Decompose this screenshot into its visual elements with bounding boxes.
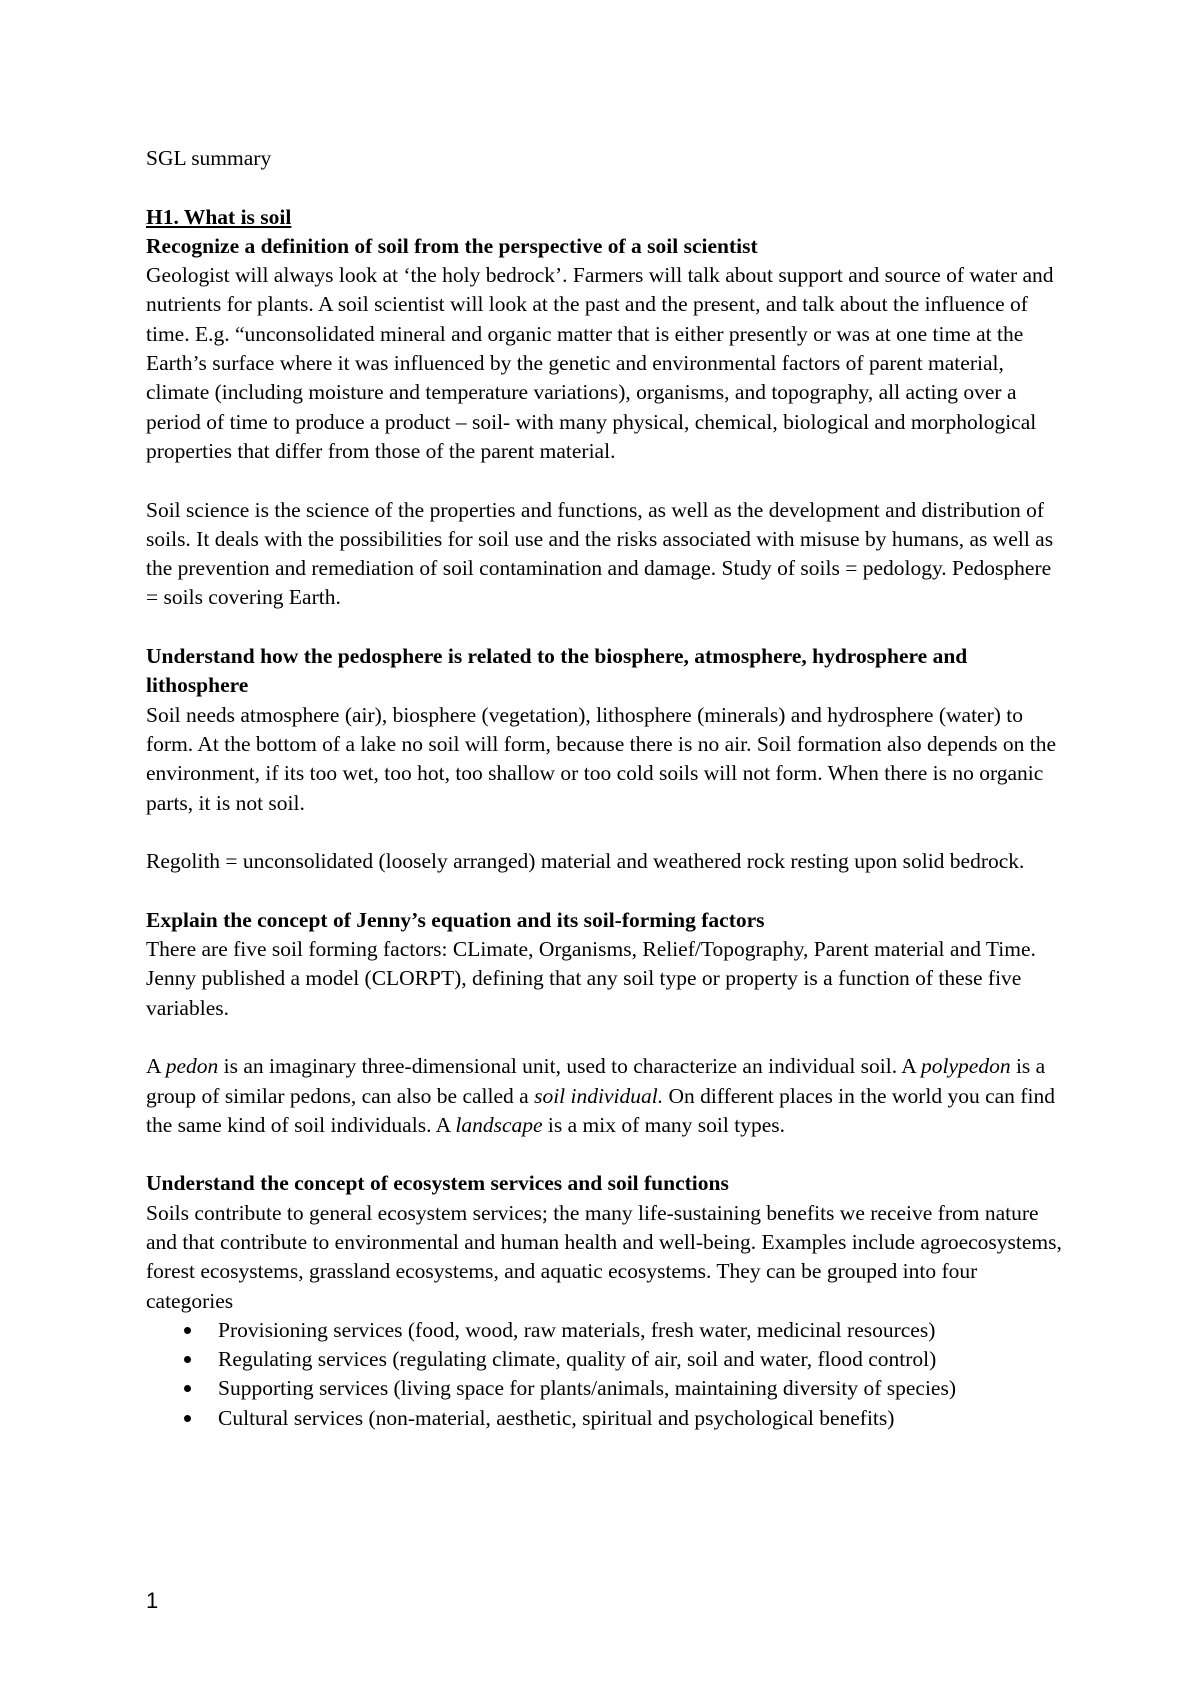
text-run: is an imaginary three-dimensional unit, used to characterize an individual soil. A: [218, 1054, 922, 1079]
bullet-icon: [184, 1415, 191, 1422]
italic-term: pedon: [165, 1054, 219, 1079]
body-paragraph: [146, 1052, 1066, 1140]
italic-term: landscape: [455, 1112, 543, 1137]
bullet-icon: [184, 1356, 191, 1363]
text-run: Regolith = unconsolidated (loosely arranged) material and weathered rock resting upon solid bedrock.: [146, 849, 1025, 874]
spacer: [146, 1023, 1066, 1052]
spacer: [146, 173, 1066, 202]
text-run: Soil needs atmosphere (air), biosphere (vegetation), lithosphere (minerals) and hydrosphere (water) to form. At the bottom of a lake no soil will form, because there is no air. Soil formation also depends on the environment, if its too wet, too hot, too shallow or too cold soils will not form. When there is no organic parts, it is not soil.: [146, 702, 1056, 815]
document-title: SGL summary: [146, 146, 272, 170]
section-heading: Explain the concept of Jenny’s equation and its soil-forming factors: [146, 907, 765, 932]
bullet-icon: [184, 1385, 191, 1392]
list-item: [146, 1345, 1066, 1374]
italic-term: soil individual.: [534, 1083, 664, 1108]
list-item-text: Regulating services (regulating climate, quality of air, soil and water, flood control): [218, 1347, 937, 1372]
text-run: A: [146, 1054, 166, 1079]
spacer: [146, 876, 1066, 905]
spacer: [146, 613, 1066, 642]
document-body: [146, 144, 1066, 1433]
body-paragraph: [146, 1199, 1066, 1316]
body-paragraph: [146, 701, 1066, 818]
text-run: Soil science is the science of the properties and functions, as well as the development and distribution of soils. It deals with the possibilities for soil use and the risks associated with misuse by humans, as well as the prevention and remediation of soil contamination and damage. Study of soils = pedology. Pedosphere = soils covering Earth.: [146, 497, 1054, 610]
text-run: is a mix of many soil types.: [542, 1112, 785, 1137]
spacer: [146, 466, 1066, 495]
bullet-icon: [184, 1327, 191, 1334]
spacer: [146, 1140, 1066, 1169]
list-item-text: Supporting services (living space for plants/animals, maintaining diversity of species): [218, 1376, 957, 1401]
body-paragraph: [146, 935, 1066, 1023]
chapter-heading: H1. What is soil: [146, 204, 292, 229]
list-item: [146, 1316, 1066, 1345]
list-item-text: Cultural services (non-material, aesthetic, spiritual and psychological benefits): [218, 1405, 895, 1430]
text-run: Geologist will always look at ‘the holy bedrock’. Farmers will talk about support and source of water and nutrients for plants. A soil scientist will look at the past and the present, and talk about the influence of time. E.g. “unconsolidated mineral and organic matter that is either presently or was at one time at the Earth’s surface where it was influenced by the genetic and environmental factors of parent material, climate (including moisture and temperature variations), organisms, and topography, all acting over a period of time to produce a product – soil- with many physical, chemical, biological and morphological properties that differ from those of the parent material.: [146, 263, 1054, 463]
section-heading: Understand how the pedosphere is related to the biosphere, atmosphere, hydrosphere and lithosphere: [146, 644, 968, 698]
text-run: On different places in the world you can find the same kind of soil individuals. A: [146, 1083, 1055, 1137]
spacer: [146, 818, 1066, 847]
list-item: [146, 1374, 1066, 1403]
text-run: Soils contribute to general ecosystem services; the many life-sustaining benefits we receive from nature and that contribute to environmental and human health and well-being. Examples include agroecosystems, forest ecosystems, grassland ecosystems, and aquatic ecosystems. They can be grouped into four categories: [146, 1200, 1062, 1313]
italic-term: polypedon: [921, 1054, 1011, 1079]
text-run: There are five soil forming factors: CLimate, Organisms, Relief/Topography, Parent material and Time. Jenny published a model (CLORPT), defining that any soil type or property is a function of these five variables.: [146, 937, 1036, 1020]
section-heading: Understand the concept of ecosystem services and soil functions: [146, 1171, 729, 1196]
text-run: is a group of similar pedons, can also be called a: [146, 1054, 1046, 1108]
body-paragraph: [146, 496, 1066, 613]
page-number: 1: [146, 1588, 159, 1613]
list-item-text: Provisioning services (food, wood, raw materials, fresh water, medicinal resources): [218, 1317, 936, 1342]
body-paragraph: [146, 261, 1066, 466]
bullet-list: [146, 1316, 1066, 1433]
list-item: [146, 1404, 1066, 1433]
sections-container: [146, 232, 1066, 1433]
section-heading: Recognize a definition of soil from the perspective of a soil scientist: [146, 233, 758, 258]
body-paragraph: [146, 847, 1066, 876]
